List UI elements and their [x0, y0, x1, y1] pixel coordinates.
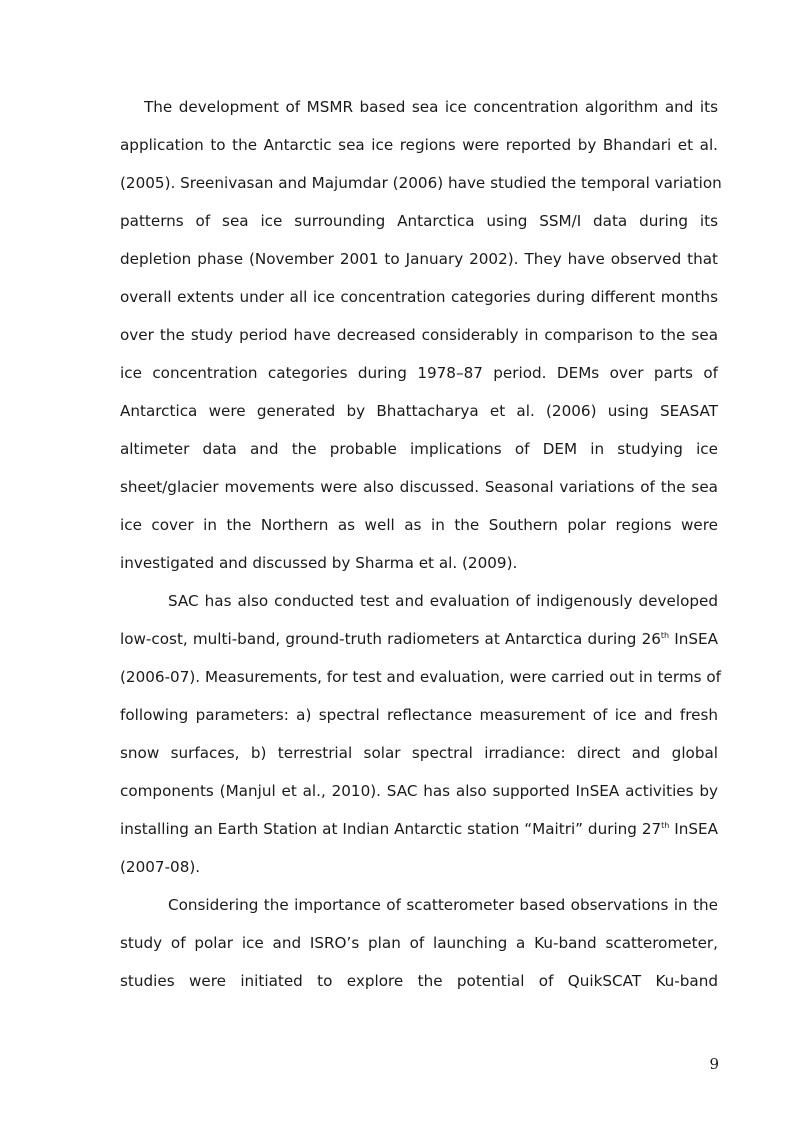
ordinal-superscript: th: [660, 630, 670, 640]
text-line: (2007-08).: [120, 858, 201, 876]
text-line: (2005). Sreenivasan and Majumdar (2006) have studied the temporal variation: [120, 174, 722, 192]
text-line: patterns of sea ice surrounding Antarctica using SSM/I data during its: [120, 212, 718, 230]
text-line: sheet/glacier movements were also discussed. Seasonal variations of the sea: [120, 478, 718, 496]
text-line: ice cover in the Northern as well as in the Southern polar regions were: [120, 516, 718, 534]
text-line: components (Manjul et al., 2010). SAC has also supported InSEA activities by: [120, 782, 718, 800]
text-line: depletion phase (November 2001 to January 2002). They have observed that: [120, 250, 718, 268]
text-line: snow surfaces, b) terrestrial solar spectral irradiance: direct and global: [120, 744, 718, 762]
text-line: [120, 629, 718, 649]
text-span: low-cost, multi-band, ground-truth radiometers at Antarctica during 26: [120, 630, 661, 648]
text-line: Antarctica were generated by Bhattacharya et al. (2006) using SEASAT: [120, 402, 718, 420]
ordinal-superscript: th: [661, 820, 670, 830]
text-line: application to the Antarctic sea ice regions were reported by Bhandari et al.: [120, 136, 718, 154]
text-line: SAC has also conducted test and evaluation of indigenously developed: [168, 592, 718, 610]
text-span: installing an Earth Station at Indian Antarctic station “Maitri” during 27: [120, 820, 662, 838]
text-line: (2006-07). Measurements, for test and evaluation, were carried out in terms of: [120, 668, 722, 686]
text-span: InSEA: [669, 630, 719, 648]
page-number: 9: [709, 1055, 719, 1073]
text-line: studies were initiated to explore the potential of QuikSCAT Ku-band: [120, 972, 718, 990]
text-line: [120, 819, 718, 839]
text-span: InSEA: [669, 820, 719, 838]
text-line: ice concentration categories during 1978–87 period. DEMs over parts of: [120, 364, 718, 382]
text-line: study of polar ice and ISRO’s plan of launching a Ku-band scatterometer,: [120, 934, 718, 952]
text-line: Considering the importance of scatterometer based observations in the: [168, 896, 718, 914]
text-line: overall extents under all ice concentration categories during different months: [120, 288, 718, 306]
text-line: over the study period have decreased considerably in comparison to the sea: [120, 326, 718, 344]
text-line: altimeter data and the probable implications of DEM in studying ice: [120, 440, 718, 458]
text-line: The development of MSMR based sea ice concentration algorithm and its: [144, 98, 718, 116]
text-line: following parameters: a) spectral reflectance measurement of ice and fresh: [120, 706, 718, 724]
text-line: investigated and discussed by Sharma et al. (2009).: [120, 554, 518, 572]
